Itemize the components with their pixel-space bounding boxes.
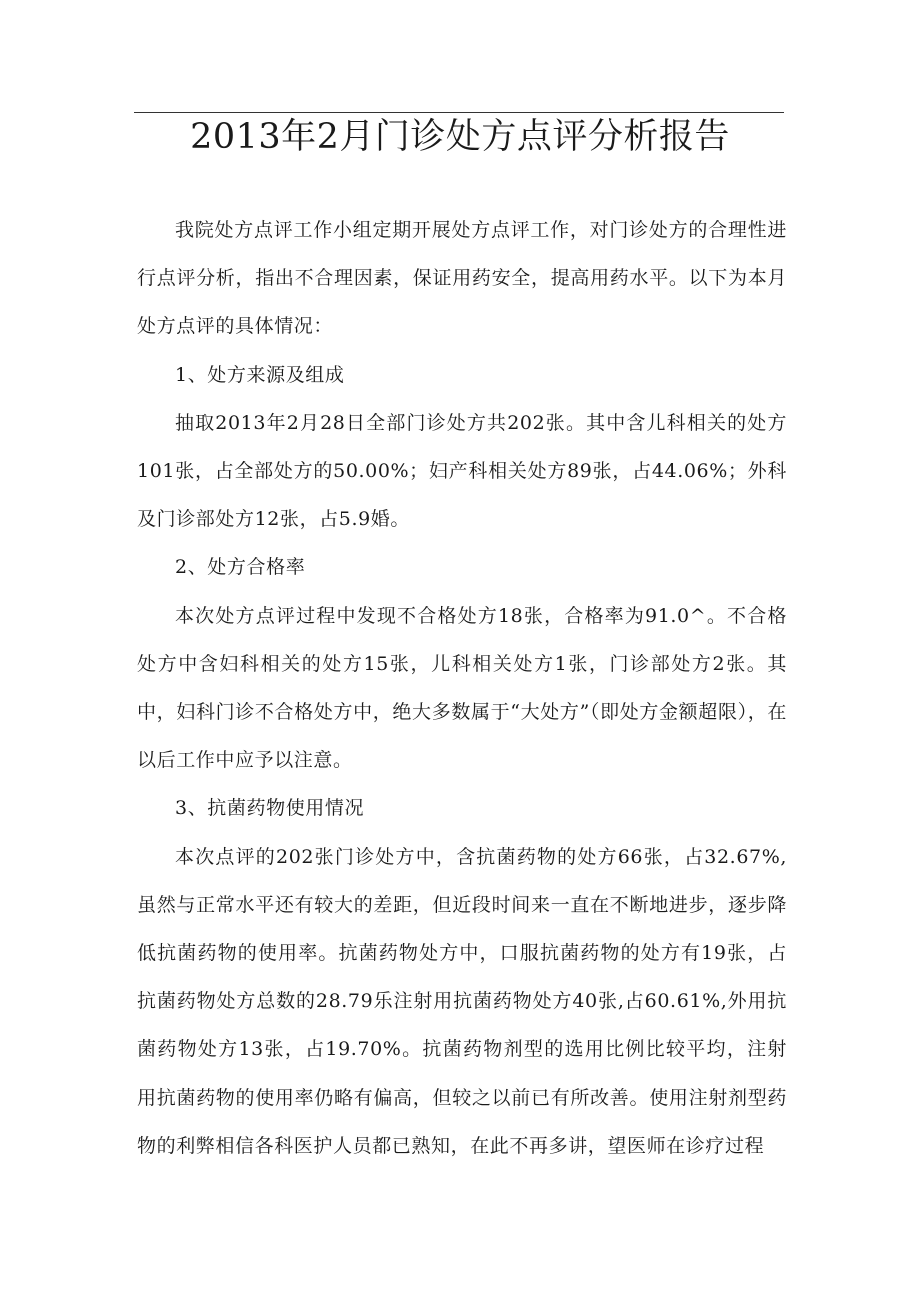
- document-title: 2013年2月门诊处方点评分析报告: [190, 117, 730, 157]
- section-1-heading: 1、处方来源及组成: [175, 363, 345, 386]
- intro-paragraph: 我院处方点评工作小组定期开展处方点评工作，对门诊处方的合理性进行点评分析，指出不合理因素，保证用药安全，提高用药水平。以下为本月处方点评的具体情况：: [137, 219, 787, 338]
- section-3-heading: 3、抗菌药物使用情况: [175, 797, 365, 820]
- section-2-paragraph: 本次处方点评过程中发现不合格处方18张，合格率为91.0^。不合格处方中含妇科相关的处方15张，儿科相关处方1张，门诊部处方2张。其中，妇科门诊不合格处方中，绝大多数属于“大处方”（即处方金额超限），在以后工作中应予以注意。: [137, 604, 787, 772]
- section-3-paragraph: 本次点评的202张门诊处方中，含抗菌药物的处方66张，占32.67%,虽然与正常水平还有较大的差距，但近段时间来一直在不断地进步，逐步降低抗菌药物的使用率。抗菌药物处方中，口服抗菌药物的处方有19张，占抗菌药物处方总数的28.79乐注射用抗菌药物处方40张,占60.61%,外用抗菌药物处方13张，占19.70%。抗菌药物剂型的选用比例比较平均，注射用抗菌药物的使用率仍略有偏高，但较之以前已有所改善。使用注射剂型药物的利弊相信各科医护人员都已熟知，在此不再多讲，望医师在诊疗过程: [137, 845, 787, 1157]
- section-1-paragraph: 抽取2013年2月28日全部门诊处方共202张。其中含儿科相关的处方101张，占全部处方的50.00%；妇产科相关处方89张，占44.06%；外科及门诊部处方12张，占5.9婚。: [137, 411, 787, 531]
- document-body: [137, 206, 787, 1170]
- header-rule: [134, 112, 784, 113]
- section-2-heading: 2、处方合格率: [175, 556, 306, 579]
